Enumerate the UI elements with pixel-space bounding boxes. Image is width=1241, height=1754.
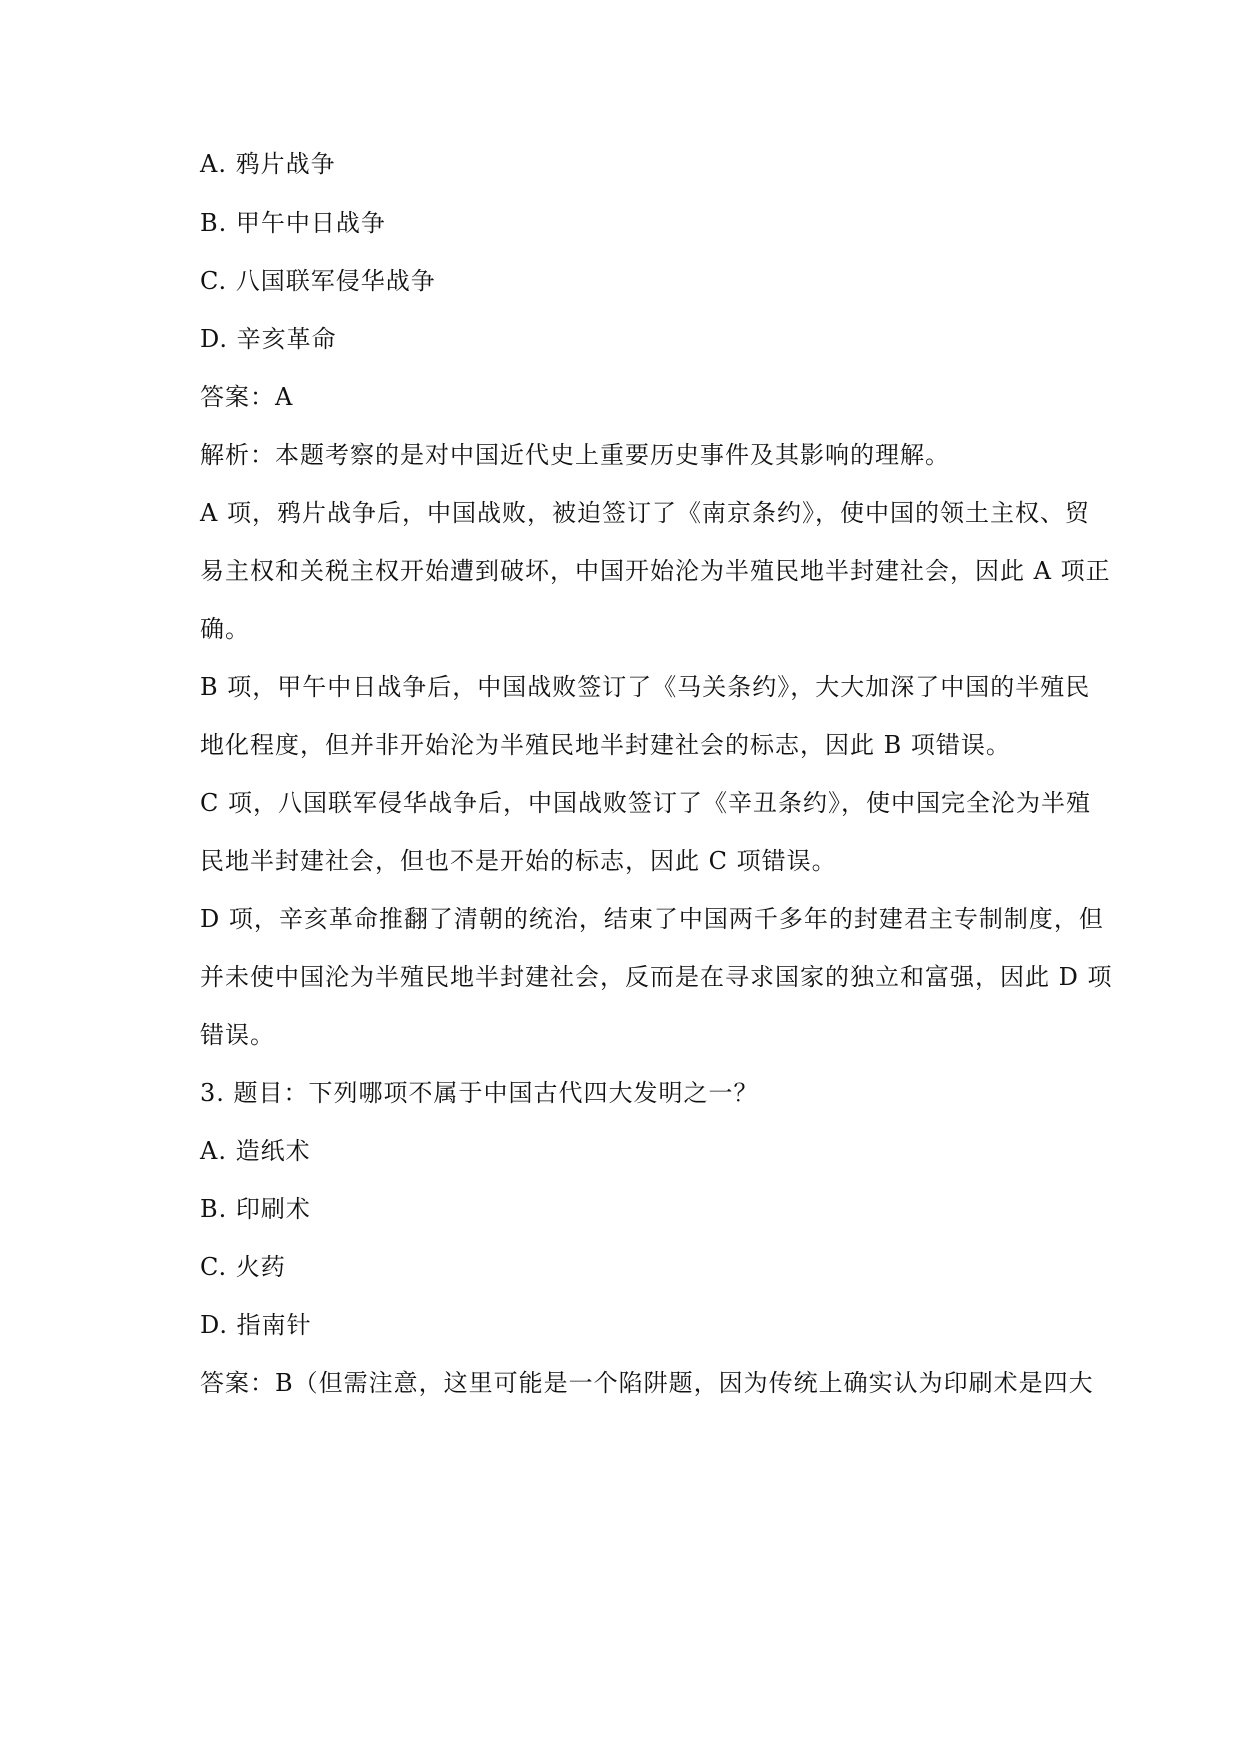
analysis-b-line-2: 地化程度，但并非开始沦为半殖民地半封建社会的标志，因此 B 项错误。 — [200, 731, 1011, 759]
q3-option-d: D. 指南针 — [200, 1311, 312, 1339]
answer-line: 答案：A — [200, 383, 294, 411]
q3-option-b: B. 印刷术 — [200, 1195, 311, 1223]
option-d-xinhai-revolution: D. 辛亥革命 — [200, 325, 337, 353]
q3-option-c: C. 火药 — [200, 1253, 286, 1281]
q3-answer-line: 答案：B（但需注意，这里可能是一个陷阱题，因为传统上确实认为印刷术是四大 — [200, 1369, 1094, 1397]
analysis-c-line-2: 民地半封建社会，但也不是开始的标志，因此 C 项错误。 — [200, 847, 837, 875]
analysis-c-line-1: C 项，八国联军侵华战争后，中国战败签订了《辛丑条约》，使中国完全沦为半殖 — [200, 789, 1091, 817]
option-a-opium-war: A. 鸦片战争 — [200, 150, 336, 178]
analysis-d-line-3: 错误。 — [200, 1021, 275, 1049]
option-b-sino-japanese-war: B. 甲午中日战争 — [200, 209, 386, 237]
analysis-a-line-2: 易主权和关税主权开始遭到破坏，中国开始沦为半殖民地半封建社会，因此 A 项正 — [200, 557, 1111, 585]
option-c-eight-nation-alliance: C. 八国联军侵华战争 — [200, 267, 436, 295]
analysis-b-line-1: B 项，甲午中日战争后，中国战败签订了《马关条约》，大大加深了中国的半殖民 — [200, 673, 1091, 701]
analysis-a-line-3: 确。 — [200, 615, 250, 643]
analysis-d-line-2: 并未使中国沦为半殖民地半封建社会，反而是在寻求国家的独立和富强，因此 D 项 — [200, 963, 1113, 991]
q3-option-a: A. 造纸术 — [200, 1137, 311, 1165]
analysis-intro: 解析：本题考察的是对中国近代史上重要历史事件及其影响的理解。 — [200, 441, 950, 469]
question-3-title: 3. 题目：下列哪项不属于中国古代四大发明之一？ — [200, 1079, 759, 1107]
analysis-d-line-1: D 项，辛亥革命推翻了清朝的统治，结束了中国两千多年的封建君主专制制度，但 — [200, 905, 1104, 933]
analysis-a-line-1: A 项，鸦片战争后，中国战败，被迫签订了《南京条约》，使中国的领土主权、贸 — [200, 499, 1090, 527]
